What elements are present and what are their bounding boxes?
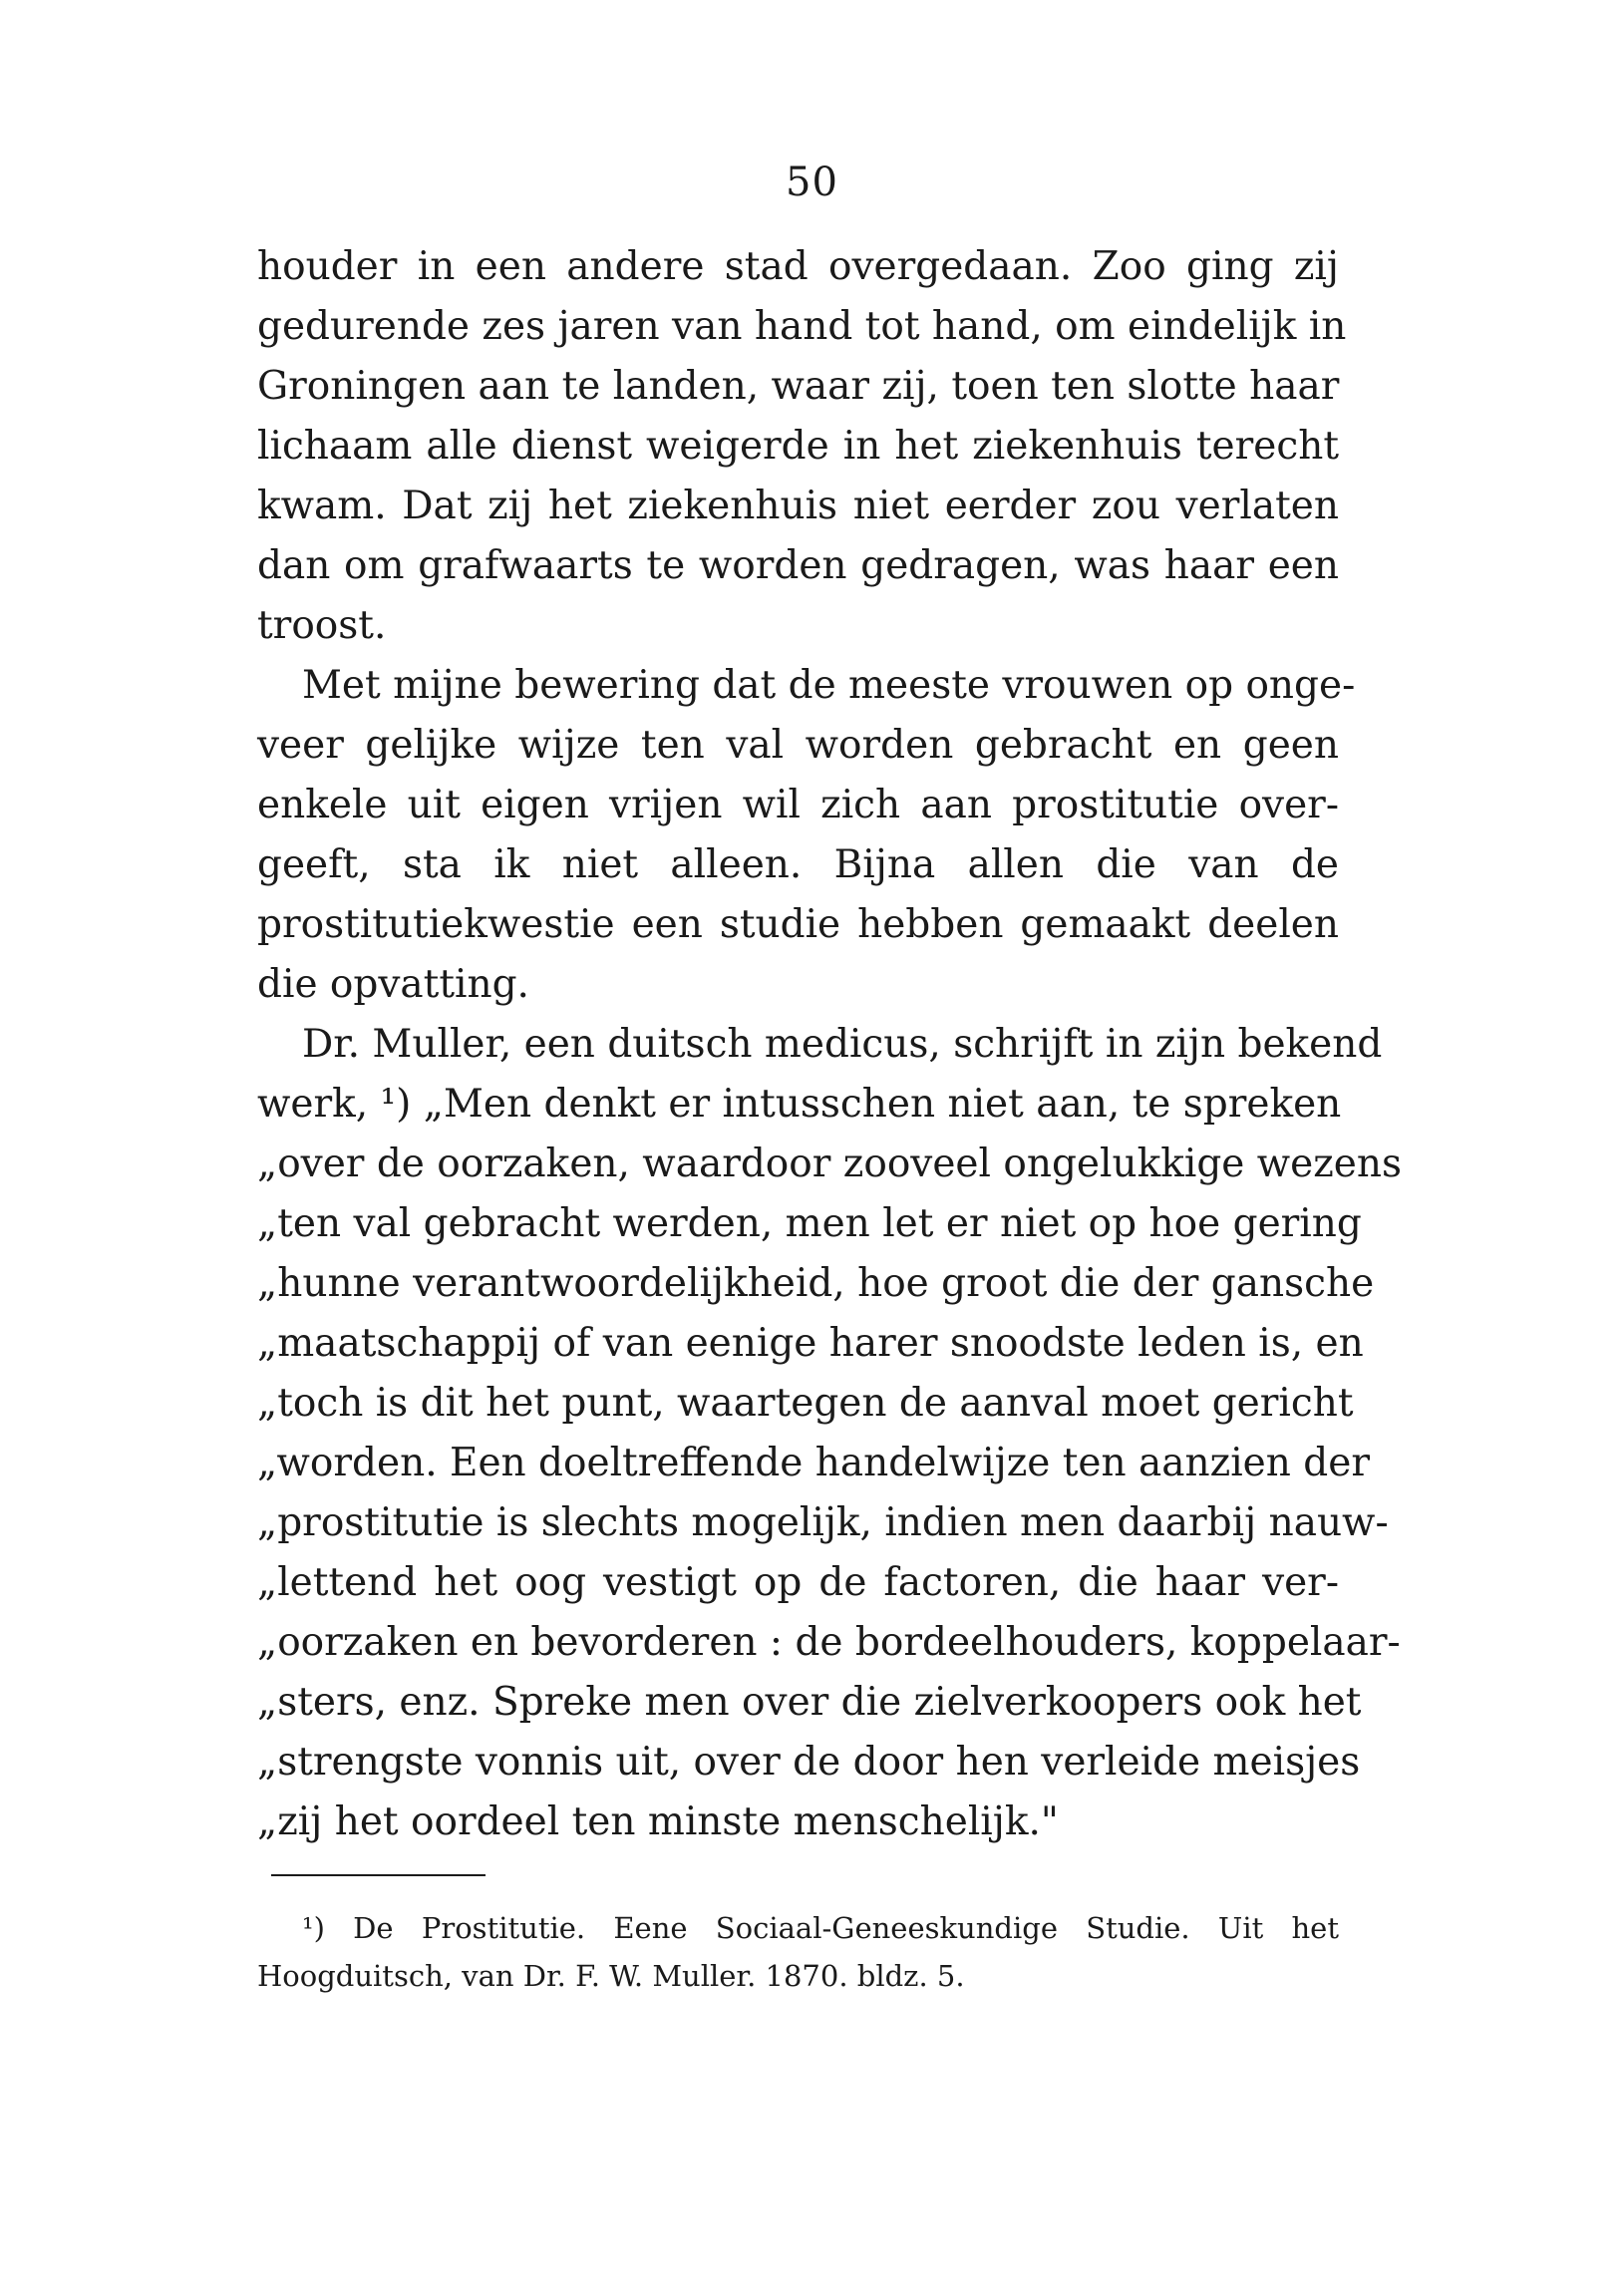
body-line: enkele uit eigen vrijen wil zich aan prostitutie over- <box>257 783 1339 827</box>
body-line: werk, ¹) „Men denkt er intusschen niet aan, te spreken <box>257 1082 1342 1127</box>
footnote-divider <box>271 1874 486 1876</box>
body-line: dan om grafwaarts te worden gedragen, was haar een <box>257 543 1339 588</box>
body-line: geeft, sta ik niet alleen. Bijna allen die van de <box>257 842 1339 887</box>
body-line: Dr. Muller, een duitsch medicus, schrijft in zijn bekend <box>302 1022 1383 1067</box>
body-line: „worden. Een doeltreffende handelwijze ten aanzien der <box>257 1441 1370 1485</box>
body-line: „prostitutie is slechts mogelijk, indien men daarbij nauw- <box>257 1500 1389 1545</box>
body-line: die opvatting. <box>257 962 529 1007</box>
body-line: „strengste vonnis uit, over de door hen verleide meisjes <box>257 1740 1361 1785</box>
footnote <box>257 1904 1339 2000</box>
body-line: lichaam alle dienst weigerde in het ziekenhuis terecht <box>257 424 1339 469</box>
footnote-line: ¹) De Prostitutie. Eene Sociaal-Geneeskundige Studie. Uit het <box>302 1911 1339 1945</box>
body-line: „maatschappij of van eenige harer snoodste leden is, en <box>257 1321 1364 1366</box>
body-line: „zij het oordeel ten minste menschelijk." <box>257 1799 1059 1844</box>
body-line: gedurende zes jaren van hand tot hand, om eindelijk in <box>257 304 1347 349</box>
body-text <box>257 237 1403 1852</box>
page-number: 50 <box>786 160 838 205</box>
body-line: veer gelijke wijze ten val worden gebracht en geen <box>257 723 1339 768</box>
body-line: „toch is dit het punt, waartegen de aanval moet gericht <box>257 1381 1354 1426</box>
body-line: „hunne verantwoordelijkheid, hoe groot die der gansche <box>257 1261 1375 1306</box>
footnote-line: Hoogduitsch, van Dr. F. W. Muller. 1870. bldz. 5. <box>257 1959 965 1993</box>
body-line: Groningen aan te landen, waar zij, toen ten slotte haar <box>257 364 1340 409</box>
body-line: prostitutiekwestie een studie hebben gemaakt deelen <box>257 902 1339 947</box>
body-line: houder in een andere stad overgedaan. Zoo ging zij <box>257 244 1339 289</box>
body-line: „sters, enz. Spreke men over die zielverkoopers ook het <box>257 1680 1362 1725</box>
body-line: „over de oorzaken, waardoor zooveel ongelukkige wezens <box>257 1141 1403 1186</box>
body-line: kwam. Dat zij het ziekenhuis niet eerder zou verlaten <box>257 484 1339 528</box>
body-line: „ten val gebracht werden, men let er niet op hoe gering <box>257 1201 1362 1246</box>
body-line: „lettend het oog vestigt op de factoren, die haar ver- <box>257 1560 1339 1605</box>
body-line: Met mijne bewering dat de meeste vrouwen op onge- <box>302 663 1356 708</box>
body-line: „oorzaken en bevorderen : de bordeelhouders, koppelaar- <box>257 1620 1401 1665</box>
body-line: troost. <box>257 603 387 648</box>
